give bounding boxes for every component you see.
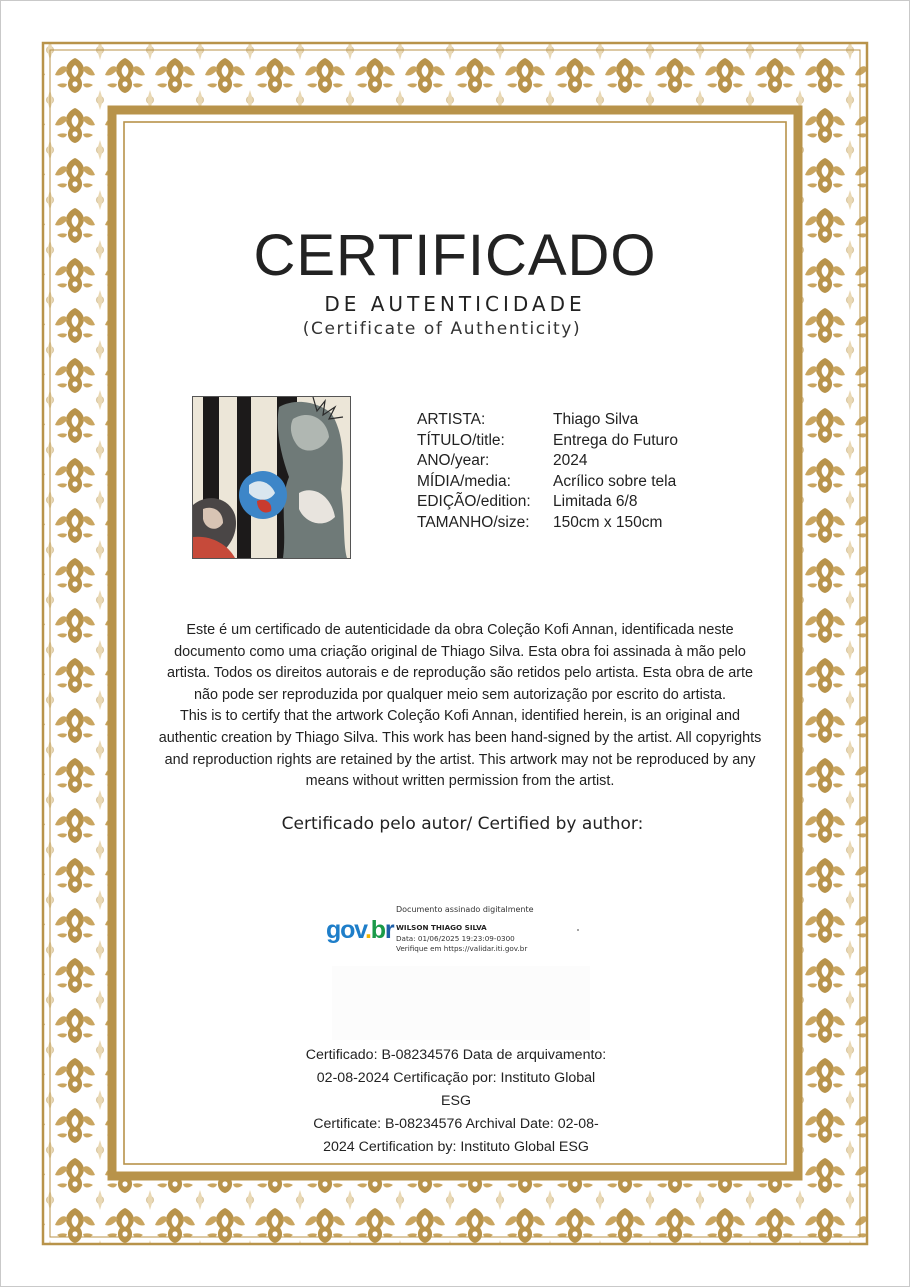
signature-mark	[577, 929, 579, 931]
detail-row-artist	[417, 410, 737, 431]
detail-row-size	[417, 513, 737, 534]
detail-row-media	[417, 472, 737, 493]
archival-info	[300, 1044, 612, 1159]
detail-label: ARTISTA:	[417, 411, 486, 428]
detail-value: Thiago Silva	[553, 411, 639, 428]
statement-english: This is to certify that the artwork Coleção Kofi Annan, identified herein, is an original and authentic creation by Thiago Silva. This work has been hand-signed by the artist. All copyrights and reproduction rights are retained by the artist. This artwork may not be reproduced by any means without written permission from the artist.	[158, 708, 762, 790]
artwork-painting-image	[193, 397, 350, 558]
signature-date: Data: 01/06/2025 19:23:09-0300	[396, 934, 515, 943]
detail-value: 2024	[553, 452, 588, 470]
detail-row-year	[417, 451, 737, 472]
signature-area	[332, 966, 590, 1040]
archival-english: Certificate: B-08234576 Archival Date: 02-08-2024 Certification by: Instituto Global ESG	[313, 1116, 599, 1155]
gov-br-logo: gov.br	[326, 916, 394, 944]
detail-label: TÍTULO/title:	[417, 431, 505, 449]
certificate-title: CERTIFICADO	[253, 223, 657, 288]
authenticity-statement	[158, 620, 762, 793]
certified-by-label: Certificado pelo autor/ Certified by author:	[281, 814, 644, 834]
certificate-subtitle-english: (Certificate of Authenticity)	[302, 319, 582, 339]
detail-value: Entrega do Futuro	[553, 431, 678, 449]
statement-portuguese: Este é um certificado de autenticidade da obra Coleção Kofi Annan, identificada neste documento como uma criação original de Thiago Silva. Esta obra foi assinada à mão pelo artista. Todos os direitos autorais e de reprodução são retidos pelo artista. Esta obra de arte não pode ser reproduzida por qualquer meio sem autorização por escrito do artista.	[166, 622, 754, 703]
detail-label: ANO/year:	[417, 452, 490, 470]
signature-verify-link: Verifique em https://validar.iti.gov.br	[396, 944, 528, 953]
detail-label: TAMANHO/size:	[417, 513, 530, 531]
digital-signature-stamp	[322, 902, 584, 958]
artwork-thumbnail	[192, 396, 351, 559]
detail-value: Limitada 6/8	[553, 493, 638, 511]
detail-row-edition	[417, 492, 737, 513]
detail-label: MÍDIA/media:	[417, 472, 511, 490]
signature-caption: Documento assinado digitalmente	[396, 905, 534, 914]
detail-label: EDIÇÃO/edition:	[417, 493, 531, 511]
detail-value: 150cm x 150cm	[553, 513, 663, 531]
certificate-subtitle: DE AUTENTICIDADE	[324, 292, 586, 316]
detail-row-title	[417, 431, 737, 452]
signer-name: WILSON THIAGO SILVA	[396, 923, 487, 932]
archival-portuguese: Certificado: B-08234576 Data de arquivamento: 02-08-2024 Certificação por: Instituto Global ESG	[305, 1047, 607, 1109]
detail-value: Acrílico sobre tela	[553, 472, 677, 490]
artwork-details	[417, 410, 737, 534]
